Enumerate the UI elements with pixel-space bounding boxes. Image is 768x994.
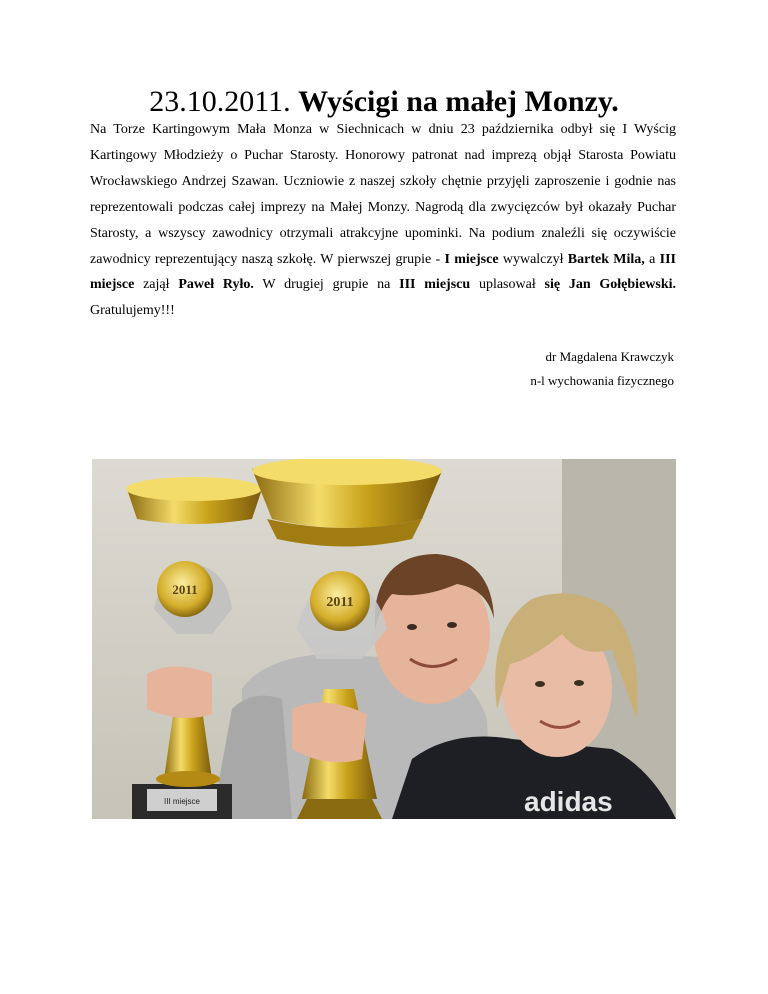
medal-year-center: 2011 [326,595,354,610]
medal-year-left: 2011 [172,582,198,597]
body-text-placed: uplasował [470,277,545,293]
article-headline: Wyścigi na małej Monzy. [298,85,619,118]
trophy-photo-illustration [92,459,676,819]
body-text-group2: W drugiej grupie na [253,277,400,293]
first-place-label: I miejsce [444,251,499,267]
plaque-text: III miejsce [163,797,201,806]
trophy-photo [92,459,676,819]
third-place-winner-group2: się Jan Gołębiewski. [544,277,677,293]
trophy-plaque [132,784,232,819]
body-text-took: zajął [134,277,179,293]
article-title [0,84,768,120]
first-place-winner: Bartek Mila, [567,251,645,267]
body-text-main: Na Torze Kartingowym Mała Monza w Siechnicach w dniu 23 października odbył się I Wyścig Kartingowy Młodzieży o Puchar Starosty. Honorowy patronat nad imprezą objął Starosta Powiatu Wrocławskiego Andrzej Szawan. Uczniowie z naszej szkoły chętnie przyjęli zaproszenie i godnie nas reprezentowali podczas całej imprezy na Małej Monzy. Nagrodą dla zwycięzców był okazały Puchar Starosty, a wszyscy zawodnicy otrzymali atrakcyjne upominki. Na podium znaleźli się oczywiście zawodnicy reprezentujący naszą szkołę. W pierwszej grupie - [90,122,676,267]
signature-role: n-l wychowania fizycznego [530,373,674,388]
body-text-congrats: Gratulujemy!!! [90,303,175,319]
body-text-and: a [644,251,660,267]
signature-name: dr Magdalena Krawczyk [545,349,674,364]
article-body [90,117,676,324]
article-date: 23.10.2011. [149,85,291,118]
third-place-label: III miejsce [90,251,676,293]
signature-block [530,345,674,393]
third-place-winner: Paweł Ryło. [178,277,254,293]
shirt-logo-text: adidas [524,786,613,817]
body-text-won: wywalczył [498,251,568,267]
third-place-label-group2: III miejscu [399,277,471,293]
